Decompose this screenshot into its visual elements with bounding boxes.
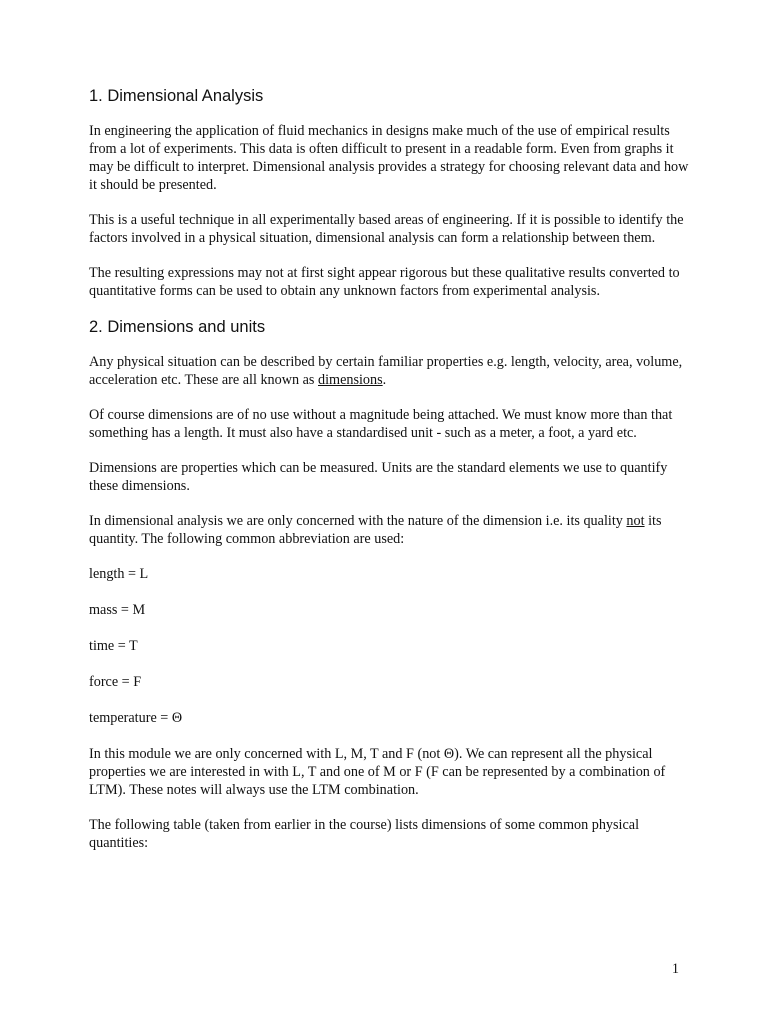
section-2-paragraph-1 [89, 353, 689, 389]
paragraph-text: Any physical situation can be described by certain familiar properties e.g. length, velocity, area, volume, acceleration etc. These are all known as [89, 354, 683, 388]
section-2-paragraph-3: Dimensions are properties which can be measured. Units are the standard elements we use to quantify these dimensions. [89, 460, 668, 494]
underlined-term-not: not [626, 513, 645, 529]
document-page [89, 86, 689, 869]
section-2-paragraph-4 [89, 512, 689, 548]
section-2-paragraph-6: The following table (taken from earlier in the course) lists dimensions of some common physical quantities: [89, 817, 640, 851]
abbreviation-length: length = L [89, 566, 149, 582]
section-2-paragraph-2: Of course dimensions are of no use without a magnitude being attached. We must know more than that something has a length. It must also have a standardised unit - such as a meter, a foot, a yard etc. [89, 407, 673, 441]
section-2-heading: 2. Dimensions and units [89, 318, 266, 336]
section-1-paragraph-3: The resulting expressions may not at first sight appear rigorous but these qualitative results converted to quantitative forms can be used to obtain any unknown factors from experimental analysis. [89, 265, 680, 299]
paragraph-text: its quantity. The following common abbreviation are used: [89, 513, 662, 547]
abbreviation-time: time = T [89, 638, 138, 654]
page-number: 1 [671, 961, 679, 977]
abbreviation-temperature: temperature = Θ [89, 710, 183, 726]
underlined-term-dimensions: dimensions [318, 372, 383, 388]
section-1-paragraph-2: This is a useful technique in all experimentally based areas of engineering. If it is possible to identify the factors involved in a physical situation, dimensional analysis can form a relationship between them. [89, 212, 684, 246]
paragraph-text: . [382, 372, 387, 388]
paragraph-text: In dimensional analysis we are only concerned with the nature of the dimension i.e. its quality [89, 513, 627, 529]
section-1-heading: 1. Dimensional Analysis [89, 87, 264, 105]
abbreviation-mass: mass = M [89, 602, 146, 618]
abbreviation-force: force = F [89, 674, 142, 690]
section-1-paragraph-1: In engineering the application of fluid mechanics in designs make much of the use of empirical results from a lot of experiments. This data is often difficult to present in a readable form. Even from graphs it may be difficult to interpret. Dimensional analysis provides a strategy for choosing relevant data and how it should be presented. [89, 123, 689, 193]
section-2-paragraph-5: In this module we are only concerned with L, M, T and F (not Θ). We can represent all the physical properties we are interested in with L, T and one of M or F (F can be represented by a combination of LTM). These notes will always use the LTM combination. [89, 746, 666, 798]
